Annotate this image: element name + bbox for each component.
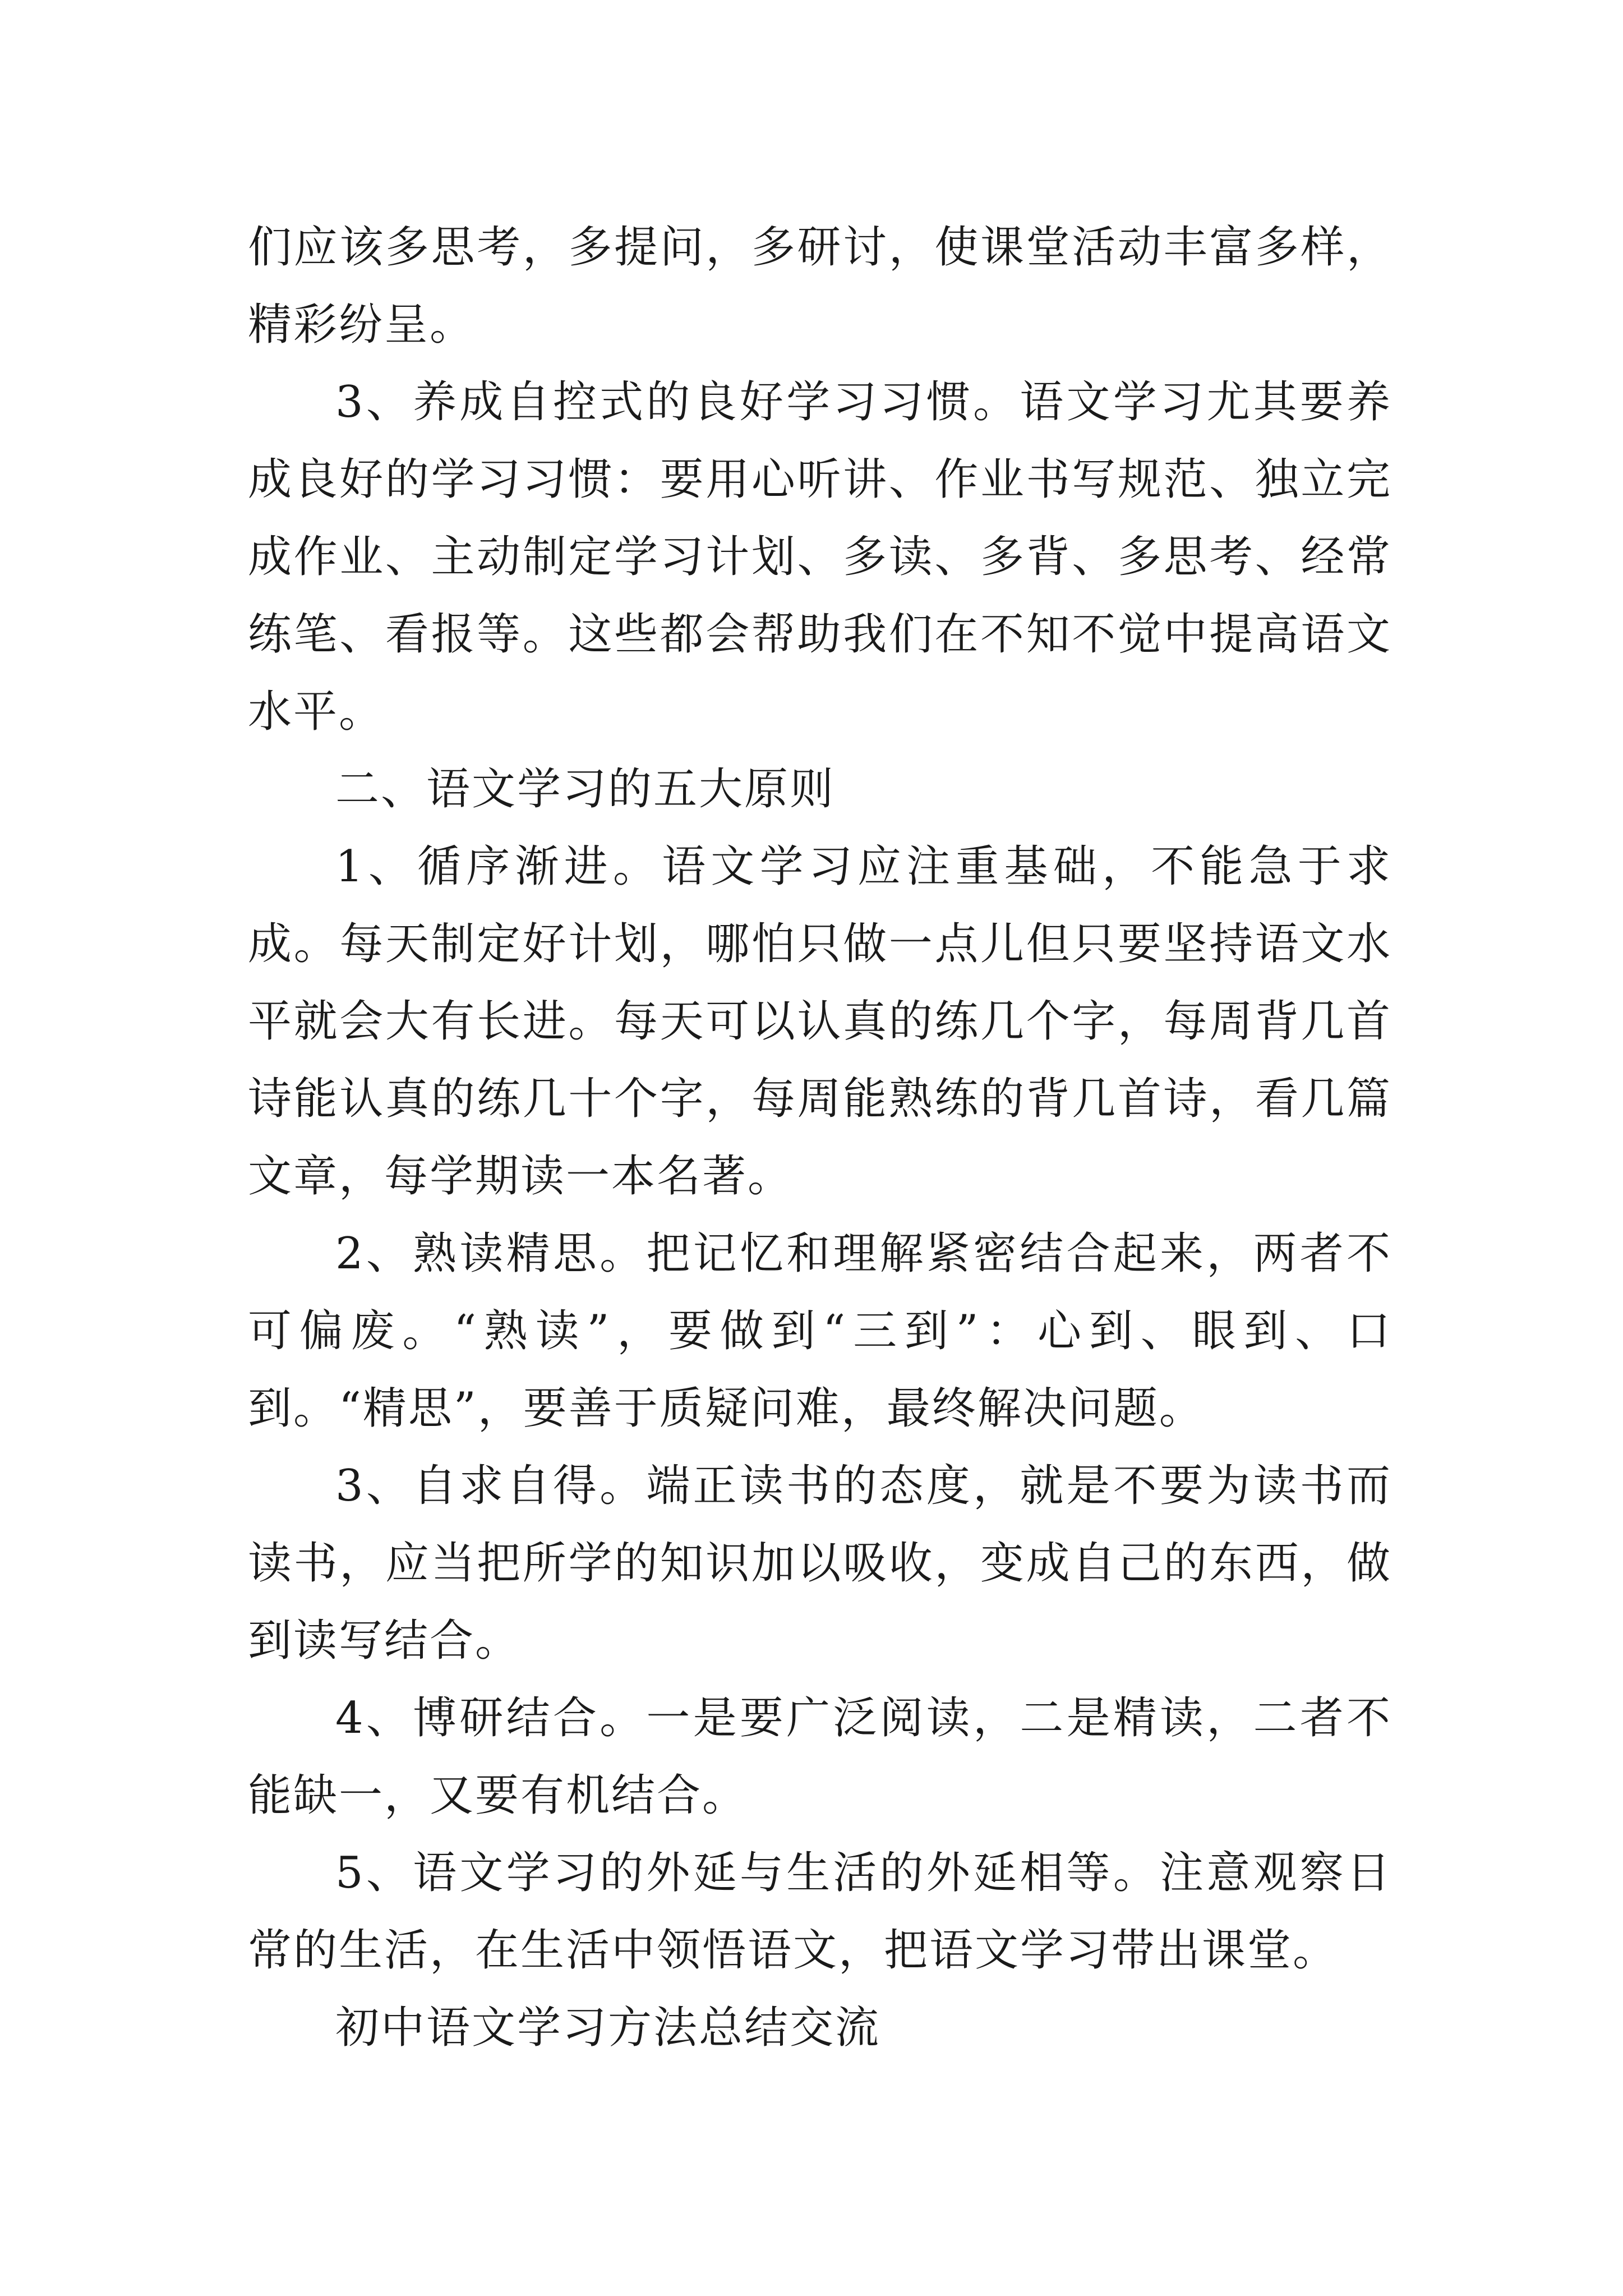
paragraph-habit: 3、养成自控式的良好学习习惯。语文学习尤其要养成良好的学习习惯：要用心听讲、作业书写规范、独立完成作业、主动制定学习计划、多读、多背、多思考、经常练笔、看报等。这些都会帮助我们在不知不觉中提高语文水平。 [248, 377, 1392, 737]
paragraph-principle-3: 3、自求自得。端正读书的态度，就是不要为读书而读书，应当把所学的知识加以吸收，变成自己的东西，做到读写结合。 [248, 1461, 1392, 1666]
paragraph-continuation: 们应该多思考，多提问，多研讨，使课堂活动丰富多样，精彩纷呈。 [248, 222, 1392, 350]
paragraph-principle-2: 2、熟读精思。把记忆和理解紧密结合起来，两者不可偏废。“熟读”，要做到“三到”：心到、眼到、口到。“精思”，要善于质疑问难，最终解决问题。 [248, 1228, 1392, 1434]
next-title: 初中语文学习方法总结交流 [335, 2003, 881, 2053]
section-heading-principles: 二、语文学习的五大原则 [335, 764, 836, 815]
paragraph-principle-1: 1、循序渐进。语文学习应注重基础，不能急于求成。每天制定好计划，哪怕只做一点儿但只要坚持语文水平就会大有长进。每天可以认真的练几个字，每周背几首诗能认真的练几十个字，每周能熟练的背几首诗，看几篇文章，每学期读一本名著。 [248, 841, 1392, 1202]
document-page [248, 209, 1392, 2067]
paragraph-principle-4: 4、博研结合。一是要广泛阅读，二是精读，二者不能缺一，又要有机结合。 [248, 1693, 1392, 1821]
paragraph-principle-5: 5、语文学习的外延与生活的外延相等。注意观察日常的生活，在生活中领悟语文，把语文学习带出课堂。 [248, 1848, 1392, 1976]
